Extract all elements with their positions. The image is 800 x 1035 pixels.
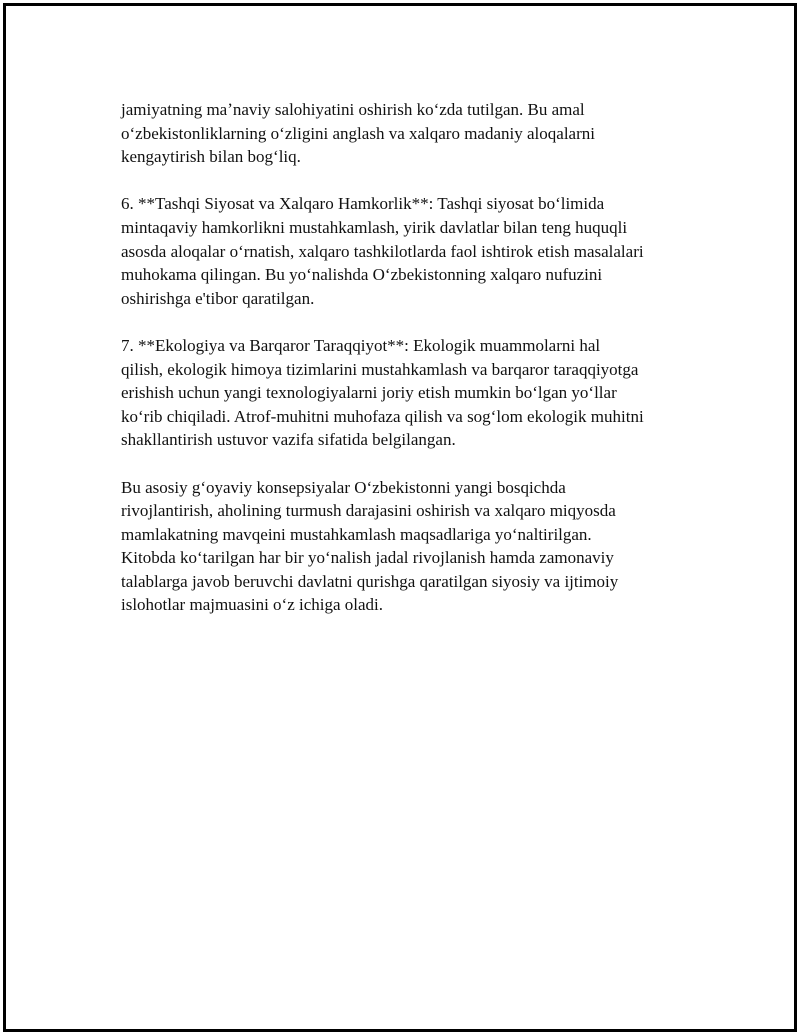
paragraph-foreign-policy: 6. **Tashqi Siyosat va Xalqaro Hamkorlik**: Tashqi siyosat boʻlimida mintaqaviy hamkorlikni mustahkamlash, yirik davlatlar bilan teng huquqli asosda aloqalar oʻrnatish, xalqaro tashkilotlarda faol ishtirok etish masalalari muhokama qilingan. Bu yoʻnalishda Oʻzbekistonning xalqaro nufuzini oshirishga e'tibor qaratilgan.	[121, 194, 644, 308]
paragraph-continuation: jamiyatning maʼnaviy salohiyatini oshirish koʻzda tutilgan. Bu amal oʻzbekistonliklarning oʻzligini anglash va xalqaro madaniy aloqalarni kengaytirish bilan bogʻliq.	[121, 100, 595, 167]
paragraph-ecology: 7. **Ekologiya va Barqaror Taraqqiyot**: Ekologik muammolarni hal qilish, ekologik himoya tizimlarini mustahkamlash va barqaror taraqqiyotga erishish uchun yangi texnologiyalarni joriy etish mumkin boʻlgan yoʻllar koʻrib chiqiladi. Atrof-muhitni muhofaza qilish va sogʻlom ekologik muhitni shakllantirish ustuvor vazifa sifatida belgilangan.	[121, 335, 644, 450]
paragraph-conclusion: Bu asosiy gʻoyaviy konsepsiyalar Oʻzbekistonni yangi bosqichda rivojlantirish, aholining turmush darajasini oshirish va xalqaro miqyosda mamlakatning mavqeini mustahkamlash maqsadlariga yoʻnaltirilgan. Kitobda koʻtarilgan har bir yoʻnalish jadal rivojlanish hamda zamonaviy talablarga javob beruvchi davlatni qurishga qaratilgan siyosiy va ijtimoiy islohotlar majmuasini oʻz ichiga oladi.	[121, 477, 619, 615]
document-page	[3, 3, 797, 1032]
document-body	[121, 98, 696, 641]
